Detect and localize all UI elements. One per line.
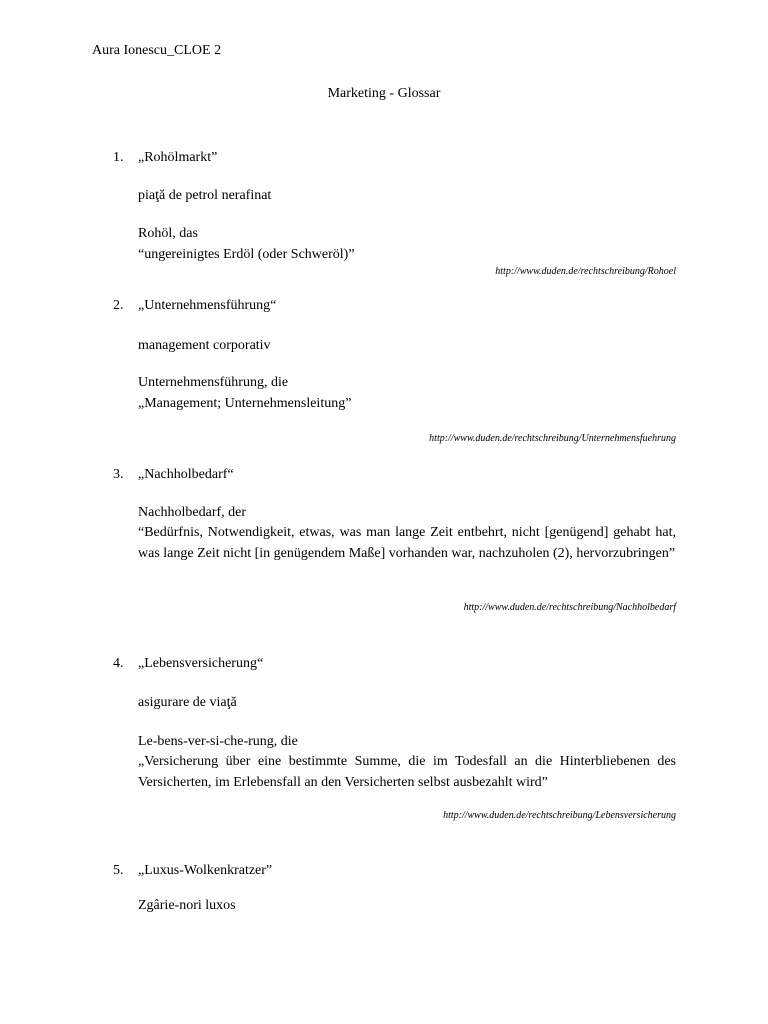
entry-definition: „Management; Unternehmensleitung” [138,396,352,411]
entry-translation: asigurare de viaţă [138,695,237,710]
entry-definition: “ungereinigtes Erdöl (oder Schweröl)” [138,247,355,262]
entry-term: „Nachholbedarf“ [138,467,234,482]
entry-source: http://www.duden.de/rechtschreibung/Rohoel [495,266,676,277]
entry-headword: Nachholbedarf, der [138,505,247,520]
entry-headword: Le-bens-ver-si-che-rung, die [138,734,298,749]
entry-term: „Lebensversicherung“ [138,656,264,671]
entry-term: „Rohölmarkt” [138,150,218,165]
entry-source: http://www.duden.de/rechtschreibung/Lebensversicherung [443,810,676,821]
entry-translation: Zgârie-nori luxos [138,898,236,913]
entry-term: „Luxus-Wolkenkratzer” [138,863,273,878]
entry-definition: “Bedürfnis, Notwendigkeit, etwas, was man lange Zeit entbehrt, nicht [genügend] gehabt hat, was lange Zeit nicht [in genügendem Maße] vorhanden war, nachzuholen (2), hervorzubringen” [138,525,676,561]
entry-translation: piaţă de petrol nerafinat [138,188,272,203]
entry-number: 1. [113,150,124,165]
entry-number: 3. [113,467,124,482]
document-title: Marketing - Glossar [327,86,441,101]
author-line: Aura Ionescu_CLOE 2 [92,43,222,58]
entry-translation: management corporativ [138,338,271,353]
entry-definition: „Versicherung über eine bestimmte Summe, die im Todesfall an die Hinterbliebenen des Versicherten, im Erlebensfall an den Versicherten selbst ausbezahlt wird” [138,754,676,790]
entry-number: 5. [113,863,124,878]
entry-headword: Rohöl, das [138,226,198,241]
entry-source: http://www.duden.de/rechtschreibung/Unternehmensfuehrung [429,433,676,444]
entry-number: 4. [113,656,124,671]
entry-term: „Unternehmensführung“ [138,298,277,313]
entry-source: http://www.duden.de/rechtschreibung/Nachholbedarf [463,602,676,613]
entry-headword: Unternehmensführung, die [138,375,289,390]
entry-number: 2. [113,298,124,313]
